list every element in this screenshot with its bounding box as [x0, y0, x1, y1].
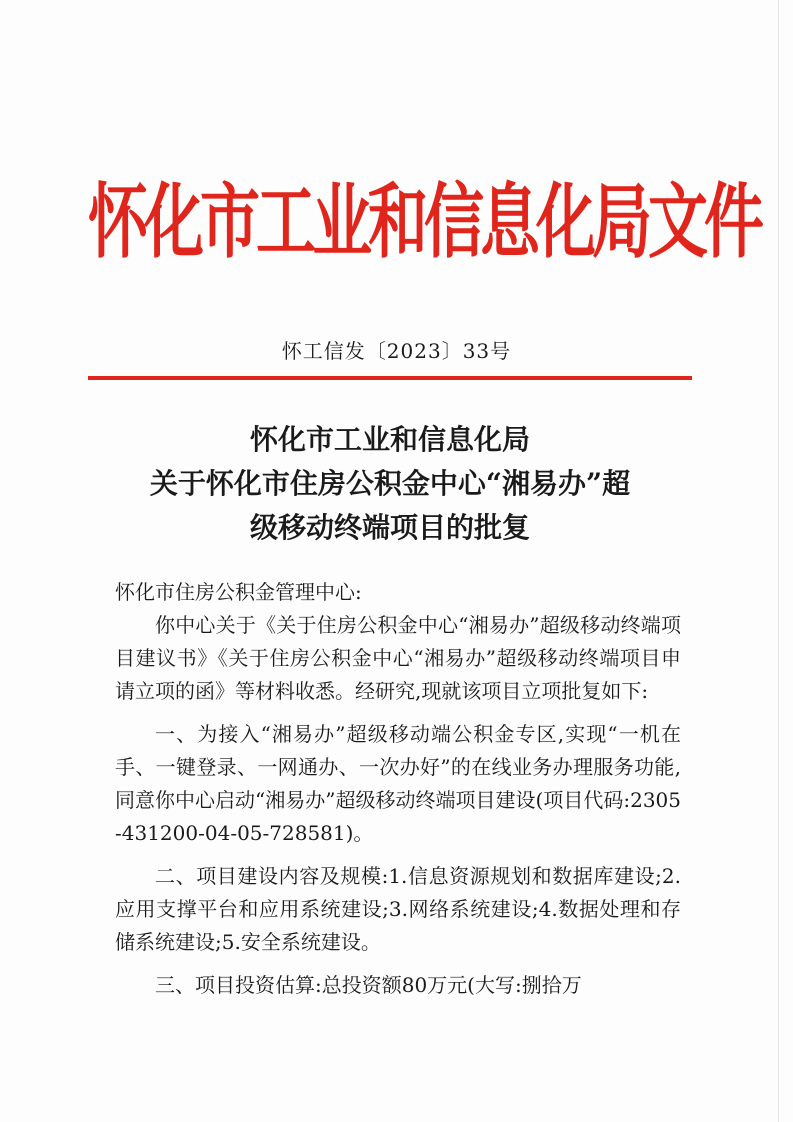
- scan-edge-line: [778, 0, 779, 1122]
- body-paragraph: 你中心关于《关于住房公积金中心“湘易办”超级移动终端项目建议书》《关于住房公积金中心“湘易办”超级移动终端项目申请立项的函》等材料收悉。经研究,现就该项目立项批复如下:: [115, 613, 681, 703]
- document-title: [88, 418, 692, 550]
- body-paragraph: 二、项目建设内容及规模:1.信息资源规划和数据库建设;2.应用支撑平台和应用系统建设;3.网络系统建设;4.数据处理和存储系统建设;5.安全系统建设。: [115, 864, 681, 954]
- body-paragraph: 一、为接入“湘易办”超级移动端公积金专区,实现“一机在手、一键登录、一网通办、一次办好”的在线业务办理服务功能,同意你中心启动“湘易办”超级移动终端项目建设(项目代码:2305-431200-04-05-728581)。: [115, 722, 681, 845]
- body-paragraph: 三、项目投资估算:总投资额80万元(大写:捌拾万: [155, 973, 582, 997]
- addressee: 怀化市住房公积金管理中心:: [115, 580, 362, 604]
- document-body: [115, 576, 681, 1012]
- red-separator-line: [88, 376, 692, 380]
- title-line: 关于怀化市住房公积金中心“湘易办”超: [149, 467, 631, 500]
- title-line: 怀化市工业和信息化局: [249, 423, 530, 456]
- agency-header-title: 怀化市工业和信息化局文件: [88, 175, 760, 271]
- document-number: 怀工信发〔2023〕33号: [281, 339, 512, 363]
- title-line: 级移动终端项目的批复: [249, 511, 530, 544]
